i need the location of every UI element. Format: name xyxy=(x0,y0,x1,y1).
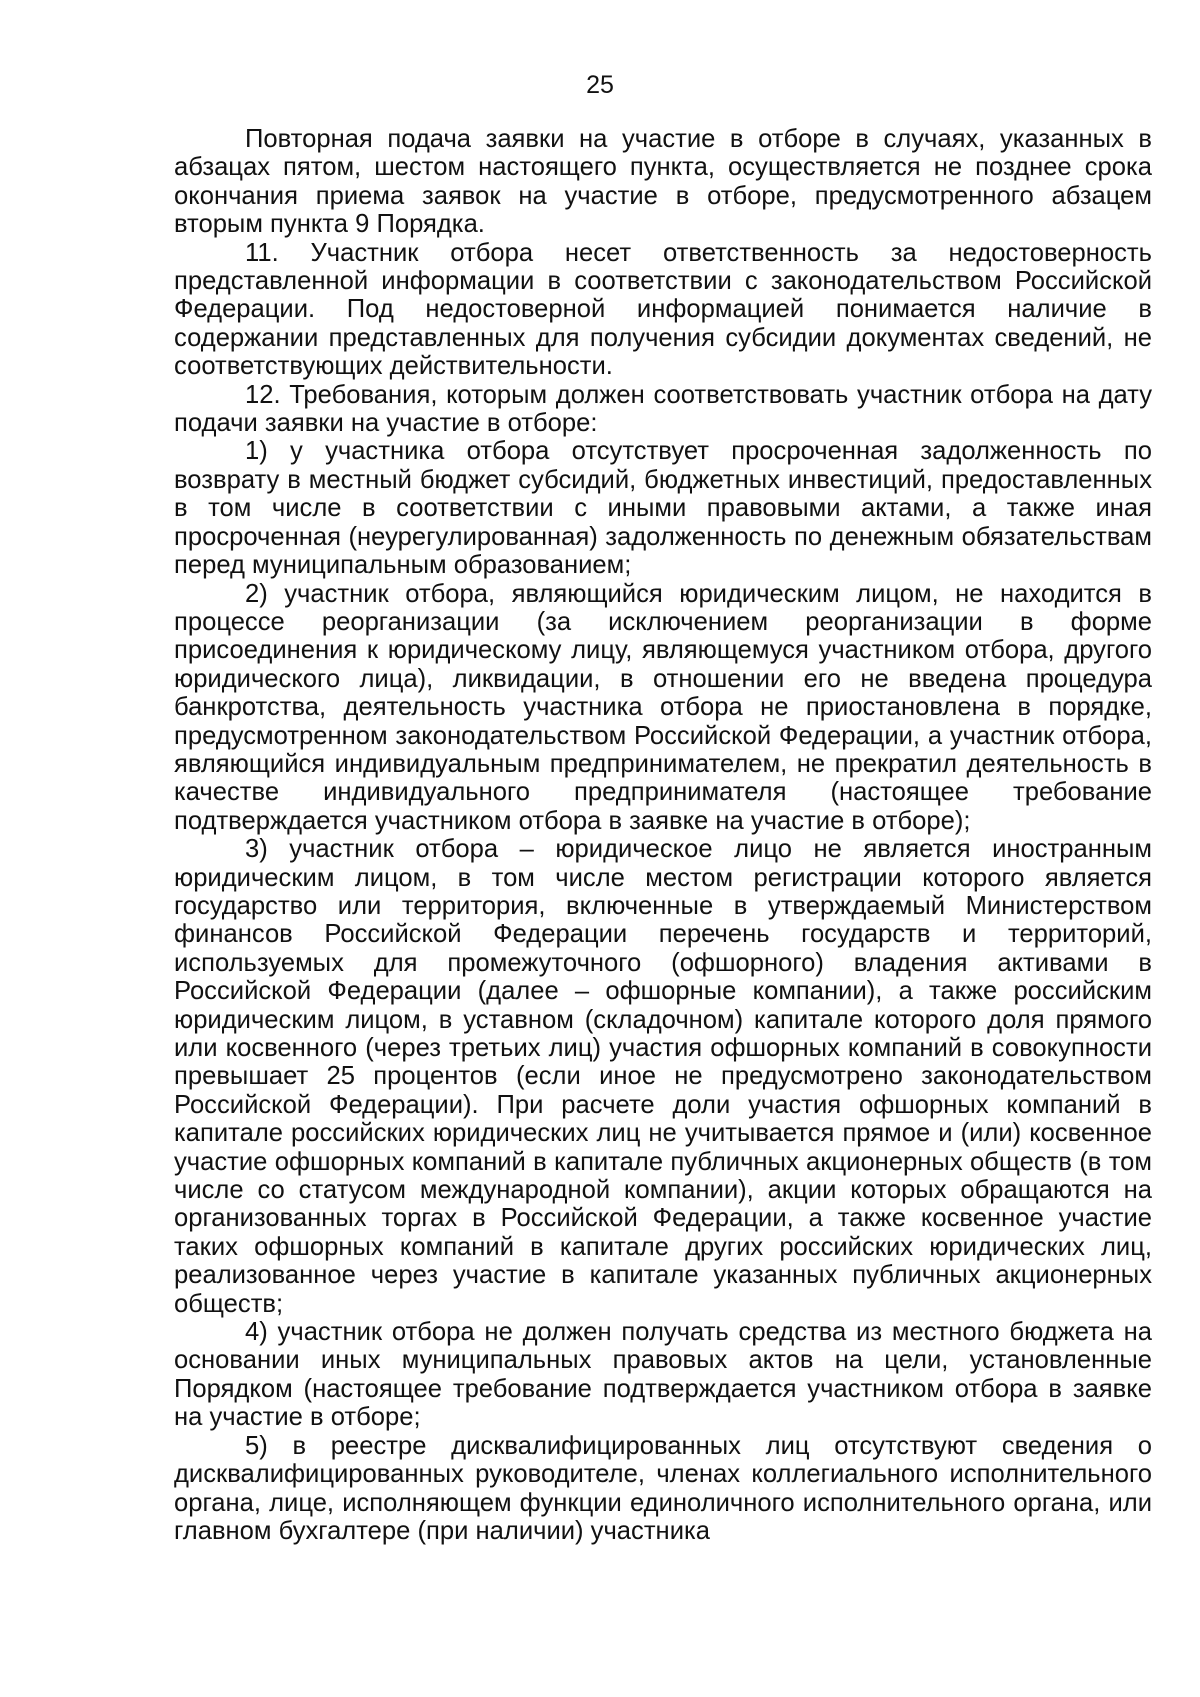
requirement-item-2: 2) участник отбора, являющийся юридическим лицом, не находится в процессе реорганизации (за исключением реорганизации в форме присоединения к юридическому лицу, являющемуся участником отбора, другого юридического лица), ликвидации, в отношении его не введена процедура банкротства, деятельность участника отбора не приостановлена в порядке, предусмотренном законодательством Российской Федерации, а участник отбора, являющийся индивидуальным предпринимателем, не прекратил деятельность в качестве индивидуального предпринимателя (настоящее требование подтверждается участником отбора в заявке на участие в отборе); xyxy=(174,579,1152,835)
requirement-item-4: 4) участник отбора не должен получать средства из местного бюджета на основании иных муниципальных правовых актов на цели, установленные Порядком (настоящее требование подтверждается участником отбора в заявке на участие в отборе; xyxy=(174,1318,1152,1432)
paragraph-resubmission: Повторная подача заявки на участие в отборе в случаях, указанных в абзацах пятом, шестом настоящего пункта, осуществляется не позднее срока окончания приема заявок на участие в отборе, предусмотренного абзацем вторым пункта 9 Порядка. xyxy=(174,125,1152,239)
requirement-item-1: 1) у участника отбора отсутствует просроченная задолженность по возврату в местный бюджет субсидий, бюджетных инвестиций, предоставленных в том числе в соответствии с иными правовыми актами, а также иная просроченная (неурегулированная) задолженность по денежным обязательствам перед муниципальным образованием; xyxy=(174,437,1152,580)
requirement-item-5: 5) в реестре дисквалифицированных лиц отсутствуют сведения о дисквалифицированных руководителе, членах коллегиального исполнительного органа, лице, исполняющем функции единоличного исполнительного органа, или главном бухгалтере (при наличии) участника xyxy=(174,1431,1152,1545)
paragraph-clause-11: 11. Участник отбора несет ответственность за недостоверность представленной информации в соответствии с законодательством Российской Федерации. Под недостоверной информацией понимается наличие в содержании представленных для получения субсидии документах сведений, не соответствующих действительности. xyxy=(174,238,1152,381)
requirement-item-3: 3) участник отбора – юридическое лицо не является иностранным юридическим лицом, в том числе местом регистрации которого является государство или территория, включенные в утверждаемый Министерством финансов Российской Федерации перечень государств и территорий, используемых для промежуточного (офшорного) владения активами в Российской Федерации (далее – офшорные компании), а также российским юридическим лицом, в уставном (складочном) капитале которого доля прямого или косвенного (через третьих лиц) участия офшорных компаний в совокупности превышает 25 процентов (если иное не предусмотрено законодательством Российской Федерации). При расчете доли участия офшорных компаний в капитале российских юридических лиц не учитывается прямое и (или) косвенное участие офшорных компаний в капитале публичных акционерных обществ (в том числе со статусом международной компании), акции которых обращаются на организованных торгах в Российской Федерации, а также косвенное участие таких офшорных компаний в капитале других российских юридических лиц, реализованное через участие в капитале указанных публичных акционерных обществ; xyxy=(174,835,1152,1318)
page-number: 25 xyxy=(586,71,614,99)
paragraph-clause-12: 12. Требования, которым должен соответствовать участник отбора на дату подачи заявки на участие в отборе: xyxy=(174,380,1152,438)
document-body xyxy=(174,125,1152,1545)
